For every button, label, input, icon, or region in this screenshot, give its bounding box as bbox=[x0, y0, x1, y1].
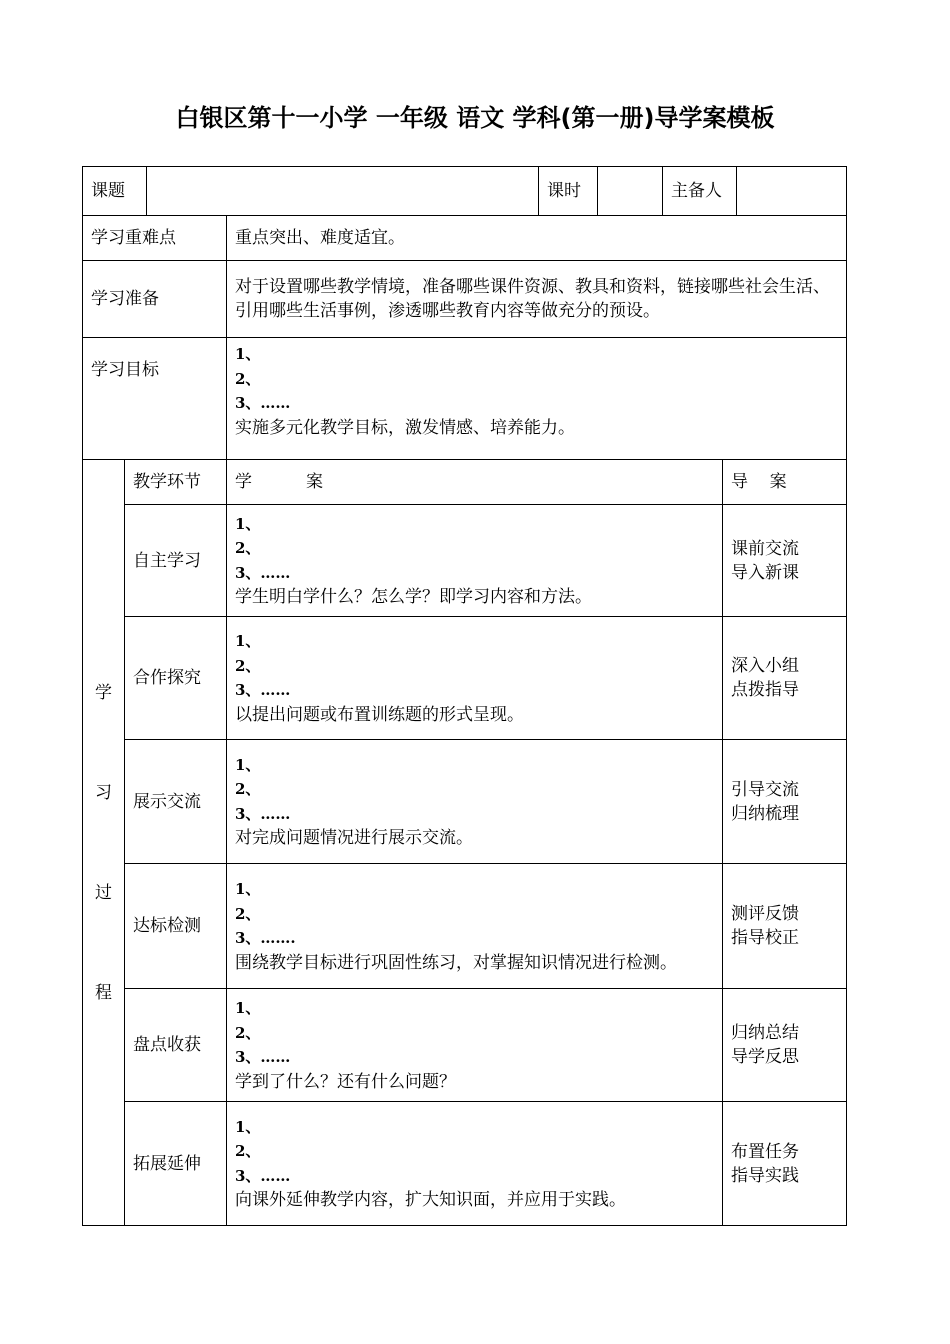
header-row bbox=[83, 167, 847, 216]
study-item: 1、 bbox=[235, 632, 261, 650]
stage-name: 盘点收获 bbox=[125, 989, 227, 1102]
preparer-label: 主备人 bbox=[663, 167, 737, 216]
stage-column-header: 教学环节 bbox=[125, 460, 227, 505]
study-item: 2、 bbox=[235, 904, 261, 923]
study-content bbox=[227, 617, 723, 740]
study-item: 2、 bbox=[235, 1023, 261, 1042]
study-content bbox=[227, 1102, 723, 1226]
study-note: 对完成问题情况进行展示交流。 bbox=[235, 828, 473, 848]
stage-name: 合作探究 bbox=[125, 617, 227, 740]
lesson-plan-table bbox=[82, 166, 847, 1226]
vertical-char: 程 bbox=[95, 982, 112, 1003]
study-item: 3、…… bbox=[235, 1048, 291, 1066]
guide-content bbox=[723, 740, 847, 864]
process-row bbox=[83, 505, 847, 617]
study-content bbox=[227, 740, 723, 864]
guide-line: 课前交流 bbox=[731, 538, 799, 559]
preparation-value: 对于设置哪些教学情境，准备哪些课件资源、教具和资料，链接哪些社会生活、引用哪些生活事例，渗透哪些教育内容等做充分的预设。 bbox=[227, 261, 847, 338]
process-header-row bbox=[83, 460, 847, 505]
guide-line: 归纳总结 bbox=[731, 1023, 799, 1043]
study-note: 向课外延伸教学内容，扩大知识面，并应用于实践。 bbox=[235, 1190, 626, 1210]
guide-line: 测评反馈 bbox=[731, 904, 799, 924]
study-item: 1、 bbox=[235, 999, 261, 1017]
guide-column-header: 导 案 bbox=[723, 460, 847, 505]
process-row bbox=[83, 740, 847, 864]
study-note: 学生明白学什么？怎么学？即学习内容和方法。 bbox=[235, 587, 592, 607]
study-item: 1、 bbox=[235, 514, 261, 533]
guide-line: 归纳梳理 bbox=[731, 803, 799, 824]
study-note: 围绕教学目标进行巩固性练习，对掌握知识情况进行检测。 bbox=[235, 952, 677, 973]
vertical-char: 学 bbox=[95, 682, 112, 703]
period-label: 课时 bbox=[539, 167, 598, 216]
topic-value[interactable] bbox=[147, 167, 539, 216]
stage-name: 自主学习 bbox=[125, 505, 227, 617]
objectives-label: 学习目标 bbox=[83, 338, 227, 460]
study-item: 2、 bbox=[235, 1142, 261, 1160]
guide-line: 深入小组 bbox=[731, 656, 799, 676]
preparation-row bbox=[83, 261, 847, 338]
study-column-header: 学 案 bbox=[227, 460, 723, 505]
study-item: 3、…… bbox=[235, 681, 291, 699]
guide-content bbox=[723, 989, 847, 1102]
key-points-label: 学习重难点 bbox=[83, 216, 227, 261]
guide-line: 引导交流 bbox=[731, 779, 799, 800]
stage-name: 展示交流 bbox=[125, 740, 227, 864]
topic-label: 课题 bbox=[83, 167, 147, 216]
guide-line: 点拨指导 bbox=[731, 680, 799, 700]
stage-name: 达标检测 bbox=[125, 864, 227, 989]
process-row bbox=[83, 864, 847, 989]
objectives-row bbox=[83, 338, 847, 460]
study-item: 3、…… bbox=[235, 804, 291, 823]
preparer-value[interactable] bbox=[737, 167, 847, 216]
guide-line: 布置任务 bbox=[731, 1141, 799, 1162]
stage-name: 拓展延伸 bbox=[125, 1102, 227, 1226]
preparation-label: 学习准备 bbox=[83, 261, 227, 338]
period-value[interactable] bbox=[598, 167, 663, 216]
process-row bbox=[83, 617, 847, 740]
process-row bbox=[83, 1102, 847, 1226]
objective-item: 3、…… bbox=[235, 394, 291, 412]
guide-content bbox=[723, 617, 847, 740]
guide-line: 导学反思 bbox=[731, 1047, 799, 1067]
vertical-char: 习 bbox=[95, 782, 112, 803]
guide-line: 指导实践 bbox=[731, 1165, 799, 1186]
key-points-row bbox=[83, 216, 847, 261]
study-note: 学到了什么？还有什么问题？ bbox=[235, 1071, 456, 1092]
key-points-value: 重点突出、难度适宜。 bbox=[227, 216, 847, 261]
study-item: 1、 bbox=[235, 1117, 261, 1136]
guide-line: 导入新课 bbox=[731, 562, 799, 583]
vertical-char: 过 bbox=[95, 882, 112, 903]
process-vertical-label bbox=[83, 460, 125, 1226]
study-item: 3、…… bbox=[235, 1166, 291, 1185]
study-item: 2、 bbox=[235, 539, 261, 557]
objective-item: 2、 bbox=[235, 369, 261, 388]
study-item: 3、……. bbox=[235, 929, 296, 947]
objective-item: 1、 bbox=[235, 345, 261, 363]
study-content bbox=[227, 864, 723, 989]
document-title: 白银区第十一小学 一年级 语文 学科(第一册)导学案模板 bbox=[175, 104, 775, 132]
study-note: 以提出问题或布置训练题的形式呈现。 bbox=[235, 704, 524, 725]
guide-content bbox=[723, 1102, 847, 1226]
study-item: 1、 bbox=[235, 755, 261, 774]
study-content bbox=[227, 989, 723, 1102]
study-content bbox=[227, 505, 723, 617]
guide-content bbox=[723, 505, 847, 617]
guide-line: 指导校正 bbox=[731, 928, 799, 948]
process-row bbox=[83, 989, 847, 1102]
study-item: 2、 bbox=[235, 780, 261, 798]
study-item: 2、 bbox=[235, 656, 261, 675]
objectives-content bbox=[227, 338, 847, 460]
guide-content bbox=[723, 864, 847, 989]
study-item: 1、 bbox=[235, 880, 261, 898]
study-item: 3、…… bbox=[235, 563, 291, 582]
objective-note: 实施多元化教学目标，激发情感、培养能力。 bbox=[235, 417, 575, 438]
